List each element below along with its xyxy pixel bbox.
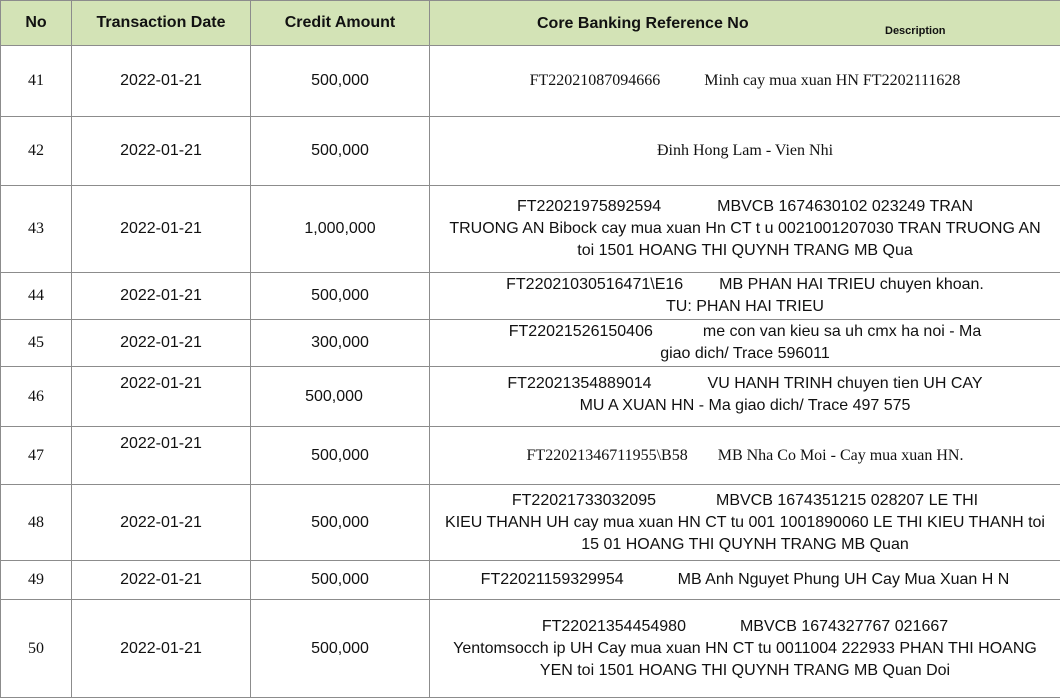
ref-line: MB Anh Nguyet Phung UH Cay Mua Xuan H N: [677, 571, 1010, 588]
cell-amount: 500,000: [251, 117, 430, 186]
cell-ref: [430, 485, 1060, 561]
cell-ref: [430, 186, 1060, 273]
cell-no: 45: [1, 320, 72, 367]
table-row: [1, 46, 1060, 117]
cell-ref: [430, 600, 1060, 698]
amount-text: 500,000: [305, 387, 363, 405]
cell-amount: 500,000: [251, 427, 430, 485]
cell-date: 2022-01-21: [72, 186, 251, 273]
cell-date: 2022-01-21: [72, 561, 251, 600]
ref-line: YEN toi 1501 HOANG THI QUYNH TRANG MB Quan Doi: [539, 661, 951, 679]
ref-line: VU HANH TRINH chuyen tien UH CAY: [707, 375, 983, 392]
ref-line: 15 01 HOANG THI QUYNH TRANG MB Quan: [581, 535, 909, 553]
col-header-credit-amount: Credit Amount: [251, 1, 430, 46]
ref-line: FT22021087094666: [529, 72, 661, 89]
ref-line: me con van kieu sa uh cmx ha noi - Ma: [702, 323, 982, 340]
ref-line: FT22021526150406: [508, 323, 653, 340]
cell-ref: [430, 561, 1060, 600]
cell-date: 2022-01-21: [72, 600, 251, 698]
cell-no: 43: [1, 186, 72, 273]
cell-amount: 500,000: [251, 561, 430, 600]
cell-amount: 500,000: [251, 600, 430, 698]
table-row: [1, 367, 1060, 427]
cell-ref: [430, 427, 1060, 485]
ref-line: TRUONG AN Bibock cay mua xuan Hn CT t u 0021001207030 TRAN TRUONG AN: [449, 220, 1041, 237]
cell-no: 50: [1, 600, 72, 698]
ref-line: MU A XUAN HN - Ma giao dich/ Trace 497 575: [579, 397, 911, 414]
table-row: [1, 117, 1060, 186]
table-row: [1, 485, 1060, 561]
cell-amount: 500,000: [251, 485, 430, 561]
table-row: [1, 561, 1060, 600]
table-row: [1, 186, 1060, 273]
cell-amount: 300,000: [251, 320, 430, 367]
ref-line: giao dich/ Trace 596011: [660, 345, 830, 362]
cell-ref: [430, 367, 1060, 427]
ref-line: FT22021975892594: [517, 198, 662, 215]
col-header-core-ref: [430, 1, 1060, 46]
ref-line: Yentomsocch ip UH Cay mua xuan HN CT tu 0011004 222933 PHAN THI HOANG: [453, 639, 1037, 657]
table-row: [1, 320, 1060, 367]
cell-no: 48: [1, 485, 72, 561]
ref-line: FT22021733032095: [511, 491, 656, 509]
cell-no: 41: [1, 46, 72, 117]
table-row: [1, 600, 1060, 698]
ref-line: toi 1501 HOANG THI QUYNH TRANG MB Qua: [577, 242, 913, 259]
ref-line: MBVCB 1674351215 028207 LE THI: [716, 491, 979, 509]
ref-line: FT22021354889014: [507, 375, 652, 392]
cell-date: 2022-01-21: [72, 320, 251, 367]
table-row: [1, 273, 1060, 320]
ref-line: TU: PHAN HAI TRIEU: [666, 298, 824, 315]
cell-ref: [430, 273, 1060, 320]
ref-line: MB Nha Co Moi - Cay mua xuan HN.: [717, 446, 964, 464]
ref-line: Đinh Hong Lam - Vien Nhi: [656, 142, 834, 159]
cell-date: 2022-01-21: [72, 427, 251, 485]
cell-amount: 500,000: [251, 273, 430, 320]
cell-ref: [430, 320, 1060, 367]
col-header-core-ref-label: Core Banking Reference No: [537, 15, 749, 32]
cell-no: 44: [1, 273, 72, 320]
cell-no: 49: [1, 561, 72, 600]
ref-line: MBVCB 1674327767 021667: [739, 617, 949, 635]
ref-line: FT22021354454980: [541, 617, 686, 635]
table-row: [1, 427, 1060, 485]
cell-date: 2022-01-21: [72, 367, 251, 427]
col-header-description: Description: [885, 25, 946, 37]
cell-amount: [251, 367, 430, 427]
col-header-no: No: [1, 1, 72, 46]
cell-no: 46: [1, 367, 72, 427]
ref-line: MBVCB 1674630102 023249 TRAN: [717, 198, 973, 215]
ref-line: FT22021159329954: [480, 571, 624, 588]
ref-line: FT22021346711955\B58: [526, 446, 688, 464]
cell-date: 2022-01-21: [72, 273, 251, 320]
cell-amount: 1,000,000: [251, 186, 430, 273]
cell-date: 2022-01-21: [72, 46, 251, 117]
cell-date: 2022-01-21: [72, 485, 251, 561]
cell-ref: [430, 46, 1060, 117]
cell-amount: 500,000: [251, 46, 430, 117]
ref-line: KIEU THANH UH cay mua xuan HN CT tu 001 1001890060 LE THI KIEU THANH toi: [445, 513, 1045, 531]
cell-no: 42: [1, 117, 72, 186]
col-header-transaction-date: Transaction Date: [72, 1, 251, 46]
header-row: [1, 1, 1060, 46]
ref-line: Minh cay mua xuan HN FT2202111628: [704, 72, 961, 89]
cell-ref: [430, 117, 1060, 186]
cell-no: 47: [1, 427, 72, 485]
cell-date: 2022-01-21: [72, 117, 251, 186]
ref-line: FT22021030516471\E16: [506, 276, 684, 293]
ref-line: MB PHAN HAI TRIEU chuyen khoan.: [719, 276, 984, 293]
